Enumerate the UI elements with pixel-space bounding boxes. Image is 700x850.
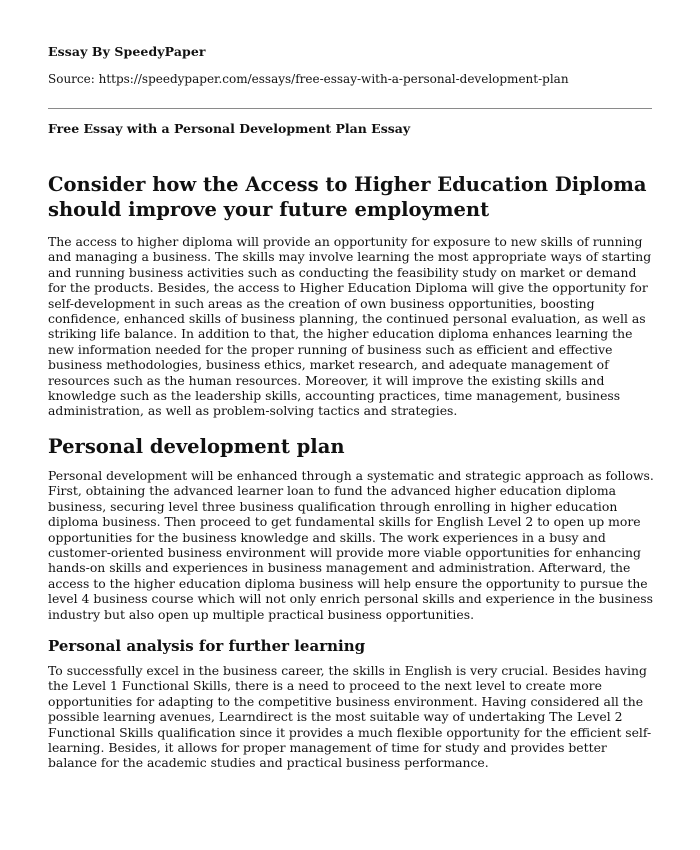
brand-label: Essay By SpeedyPaper: [48, 44, 206, 59]
paragraph-personal-analysis: To successfully excel in the business career, the skills in English is very crucial. Besides having the Level 1 Functional Skills, there is a need to proceed to the next level to create more opportunities for adapting to the competitive business environment. Having considered all the possible learning avenues, Learndirect is the most suitable way of undertaking The Level 2 Functional Skills qualification since it provides a much flexible opportunity for the efficient self-learning. Besides, it allows for proper management of time for study and provides better balance for the academic studies and practical business performance.: [48, 662, 652, 771]
section-heading-development-plan: Personal development plan: [48, 434, 345, 458]
paragraph-employment: The access to higher diploma will provide an opportunity for exposure to new skills of running and managing a business. The skills may involve learning the most appropriate ways of starting and running business activities such as conducting the feasibility study on market or demand for the products. Besides, the access to Higher Education Diploma will give the opportunity for self-development in such areas as the creation of own business opportunities, boosting confidence, enhanced skills of business planning, the continued personal evaluation, as well as striking life balance. In addition to that, the higher education diploma enhances learning the new information needed for the proper running of business such as efficient and effective business methodologies, business ethics, market research, and adequate management of resources such as the human resources. Moreover, it will improve the existing skills and knowledge such as the leadership skills, accounting practices, time management, business administration, as well as problem-solving tactics and strategies.: [48, 234, 652, 419]
header-divider: [48, 108, 652, 109]
document-title: Free Essay with a Personal Development Plan Essay: [48, 121, 411, 136]
essay-body: [48, 172, 658, 781]
paragraph-development-plan: Personal development will be enhanced through a systematic and strategic approach as follows. First, obtaining the advanced learner loan to fund the advanced higher education diploma business, securing level three business qualification through enrolling in higher education diploma business. Then proceed to get fundamental skills for English Level 2 to open up more opportunities for the business knowledge and skills. The work experiences in a busy and customer-oriented business environment will provide more viable opportunities for enhancing hands-on skills and experiences in business management and administration. Afterward, the access to the higher education diploma business will help ensure the opportunity to pursue the level 4 business course which will not only enrich personal skills and experience in the business industry but also open up multiple practical business opportunities.: [48, 467, 654, 622]
main-heading: Consider how the Access to Higher Education Diploma should improve your future employment: [48, 173, 647, 221]
source-line: Source: https://speedypaper.com/essays/free-essay-with-a-personal-development-plan: [48, 72, 569, 86]
subheading-personal-analysis: Personal analysis for further learning: [48, 636, 366, 655]
